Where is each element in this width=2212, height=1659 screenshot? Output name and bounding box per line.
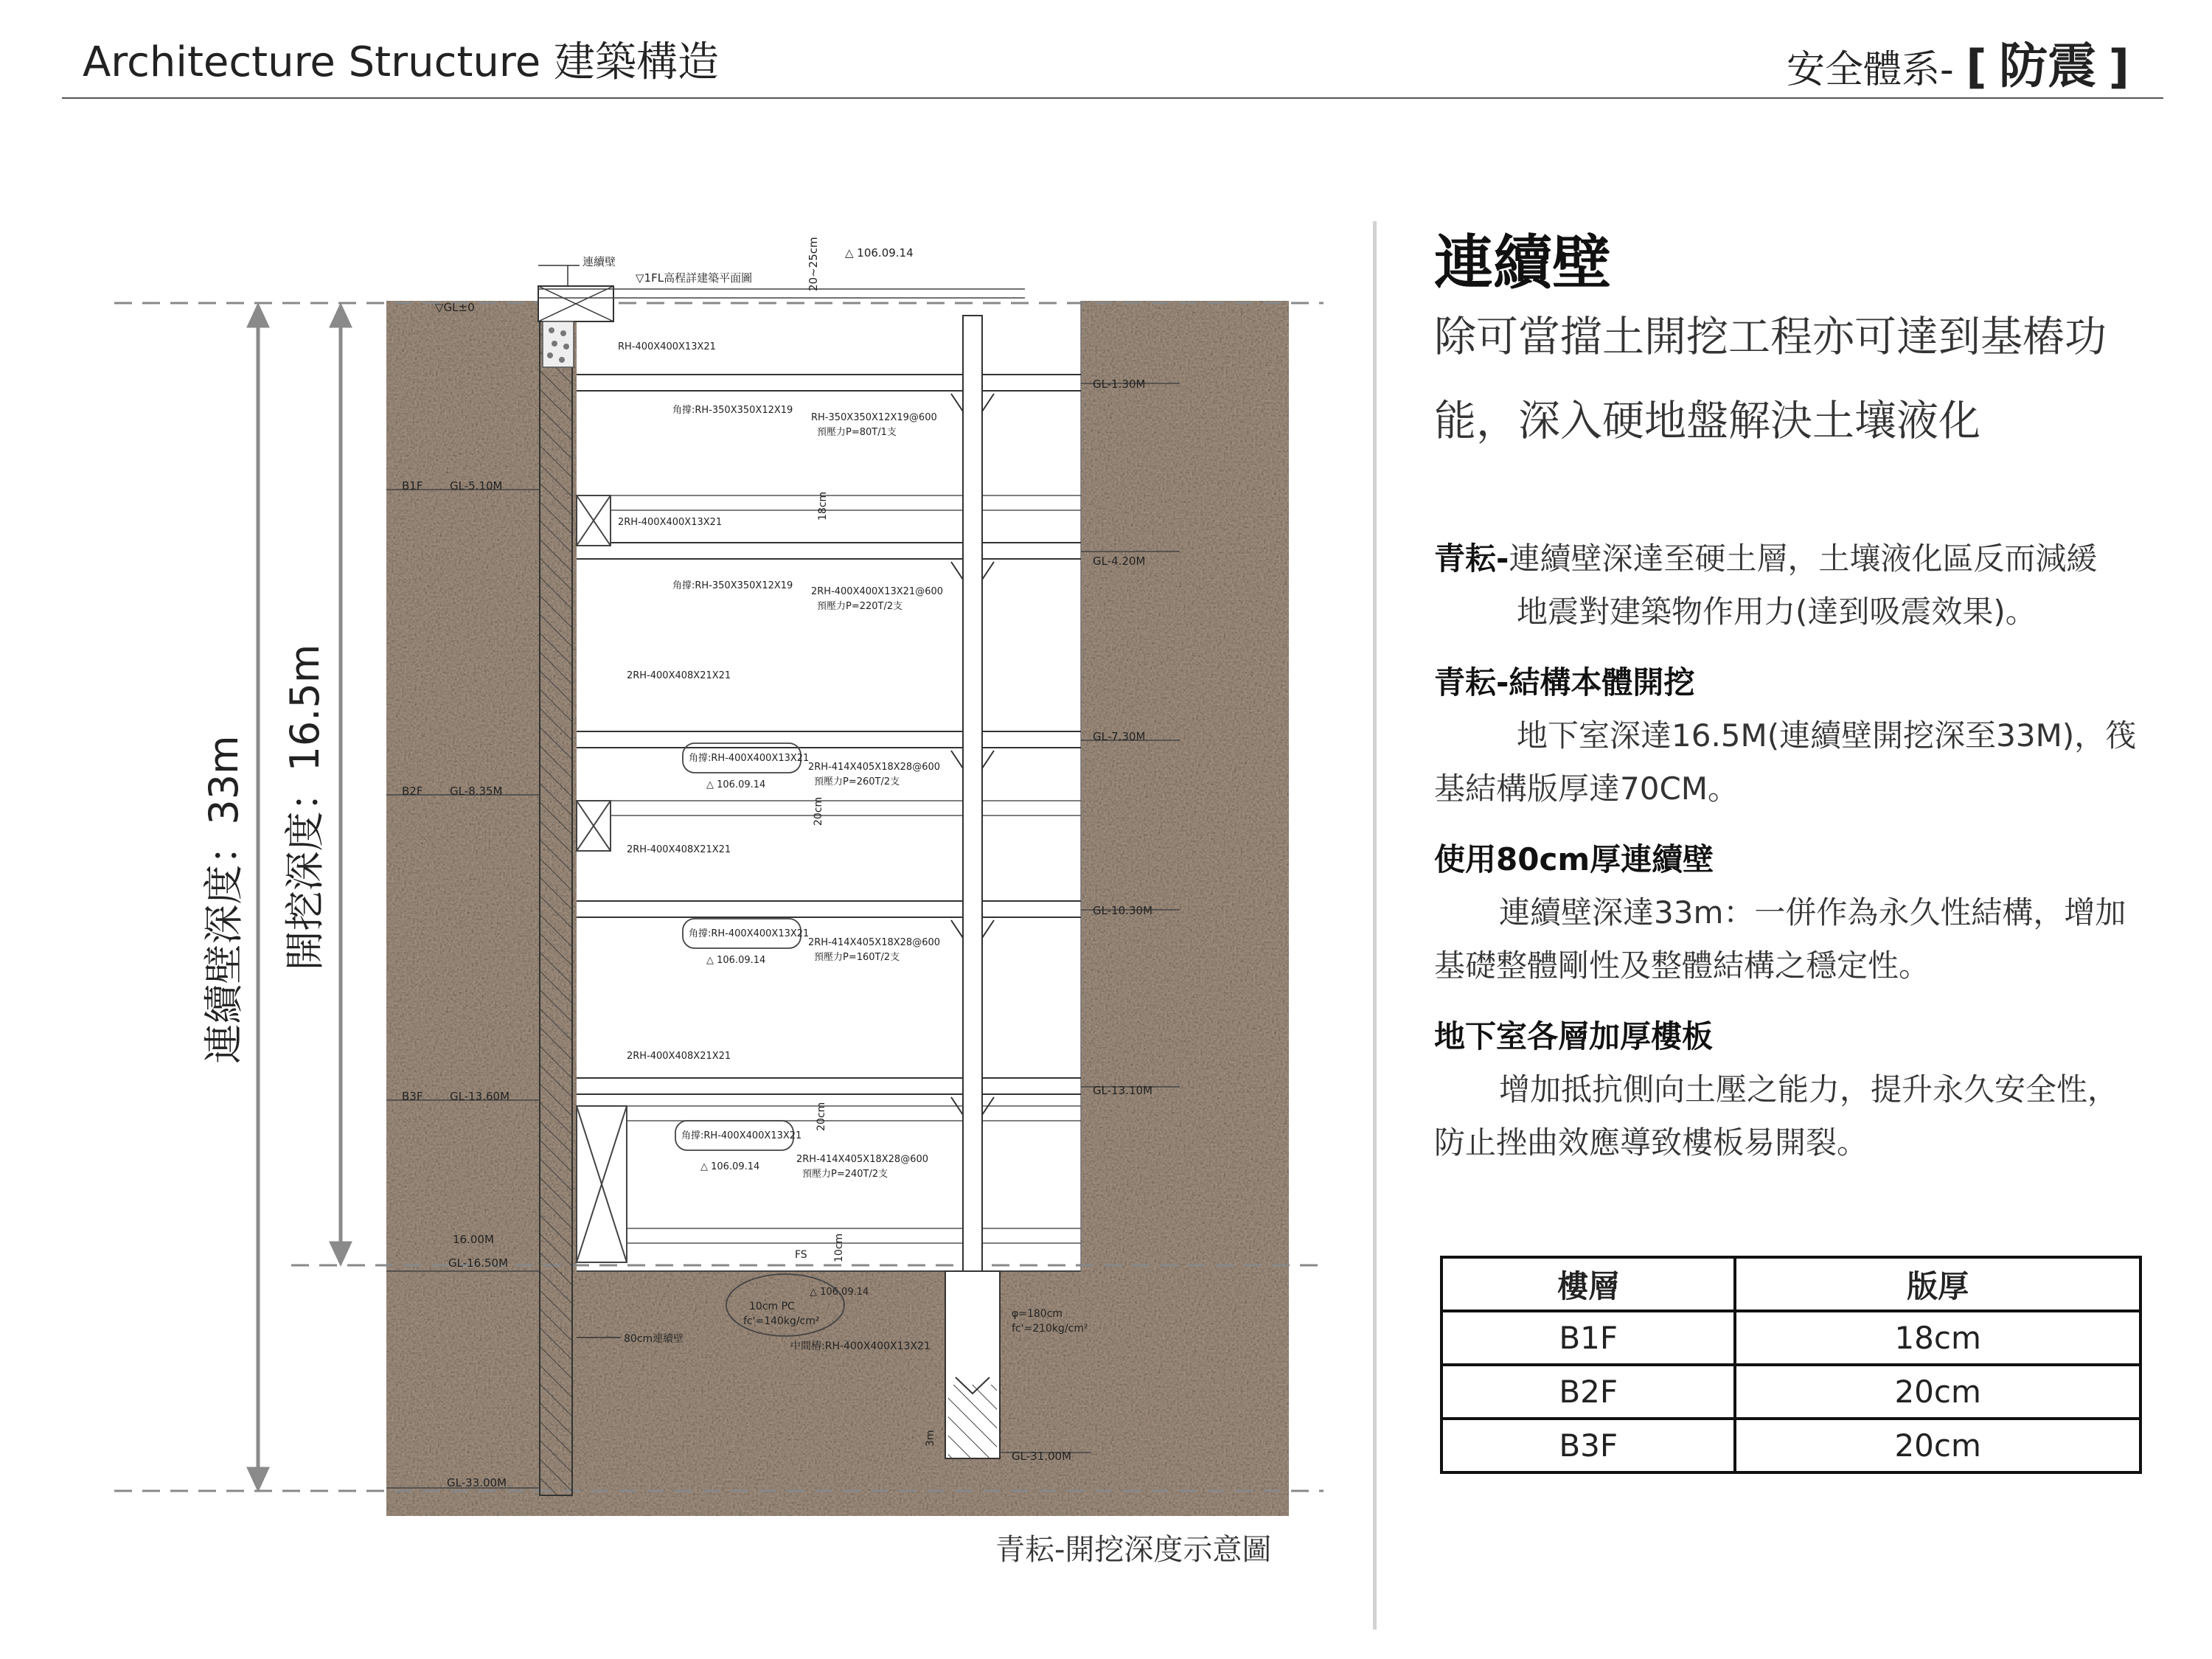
strut-load-5: 預壓力P=240T/2支 [802, 1169, 888, 1180]
pile-concrete: fc'=210kg/cm² [1012, 1323, 1088, 1335]
slab-thk-b1: 18cm [817, 491, 829, 521]
cloud-spec-1: 角撐:RH-400X400X13X21 [689, 753, 810, 764]
point-1-line-2: 地震對建築物作用力(達到吸震效果)。 [1517, 594, 2037, 630]
gl-right-2: GL-4.20M [1093, 554, 1146, 568]
gl-right-5: GL-13.10M [1093, 1084, 1153, 1097]
slab-thk-b2: 20cm [813, 796, 824, 826]
point-2-line-1: 地下室深達16.5M(連續壁開挖深至33M)，筏 [1517, 717, 2137, 754]
wall-depth-label: 連續壁深度：33m [201, 735, 247, 1064]
floor-b3f: B3F [402, 1090, 423, 1103]
strut-spec-2: 2RH-400X400X13X21@600 [811, 586, 944, 597]
section-label [1787, 27, 2129, 97]
excavation-depth-label: 開挖深度：16.5m [282, 644, 328, 971]
strut-spec-4: 2RH-414X405X18X28@600 [808, 937, 941, 948]
pile-cloud-note-2: fc'=140kg/cm² [743, 1315, 820, 1327]
rev-date-1: △ 106.09.14 [706, 779, 766, 790]
gl-b2-label: GL-8.35M [450, 785, 503, 798]
waler-boxes [577, 495, 627, 1262]
column-divider [1373, 221, 1377, 1630]
bracket-open: [ [1966, 40, 1987, 94]
gl-excavation-bottom-label: GL-16.50M [448, 1256, 509, 1270]
cloud-spec-2: 角撐:RH-400X400X13X21 [689, 928, 810, 939]
gl-right-4: GL-10.30M [1093, 904, 1153, 917]
gravel-fill [543, 321, 574, 367]
table-row [1441, 1365, 2140, 1419]
point-2-line-2: 基結構版厚達70CM。 [1434, 771, 1739, 807]
wall-mark: 連續壁 [582, 255, 616, 268]
point-2-head: 青耘-結構本體開挖 [1434, 664, 1695, 700]
point-3-line-2: 基礎整體剛性及整體結構之穩定性。 [1434, 947, 1930, 984]
point-1-line-1: 連續壁深達至硬土層，土壤液化區反而減緩 [1509, 540, 2098, 577]
corner-spec-2: 角撐:RH-350X350X12X19 [672, 580, 793, 591]
slab-thk-b3: 20cm [815, 1102, 827, 1131]
table-header-thickness: 版厚 [1735, 1257, 2140, 1311]
lead-paragraph: 除可當擋土開挖工程亦可達到基樁功能，深入硬地盤解決土壤液化 [1434, 313, 2107, 445]
strut-spec-3: 2RH-414X405X18X28@600 [808, 762, 941, 773]
king-post [963, 316, 982, 1388]
point-wall-thickness [1434, 833, 2157, 992]
point-4-line-2: 防止挫曲效應導致樓板易開裂。 [1434, 1124, 1868, 1161]
section-prefix: 安全體系- [1786, 48, 1954, 92]
corner-spec-1: 角撐:RH-350X350X12X19 [672, 405, 793, 416]
strut-load-1: 預壓力P=80T/1支 [817, 427, 897, 438]
gl-zero-label: ▽GL±0 [435, 301, 475, 314]
bracket-close: ] [2108, 40, 2129, 94]
table-cell: B3F [1441, 1419, 1735, 1472]
strut-spec-5: 2RH-414X405X18X28@600 [796, 1154, 929, 1165]
gl-b1-label: GL-5.10M [450, 479, 503, 493]
rev-date-3: △ 106.09.14 [700, 1161, 760, 1172]
strut-load-4: 預壓力P=160T/2支 [814, 952, 900, 963]
gl-right-3: GL-7.30M [1093, 730, 1146, 743]
pile-length: 3m [925, 1430, 936, 1447]
pile-spec-note: 中間樁:RH-400X400X13X21 [790, 1340, 931, 1352]
cloud-spec-3: 角撐:RH-400X400X13X21 [681, 1130, 802, 1141]
table-row [1441, 1311, 2140, 1365]
strut-load-2: 預壓力P=220T/2支 [817, 601, 903, 612]
section-title: 連續壁 [1434, 229, 1611, 297]
soil-bottom [577, 1271, 1081, 1516]
beam-spec-1: RH-400X400X13X21 [618, 341, 716, 352]
point-4-head: 地下室各層加厚樓板 [1434, 1018, 1714, 1054]
floor-b2f: B2F [402, 785, 423, 798]
fl-mark: ▽1FL高程詳建築平面圖 [636, 271, 753, 285]
beam-spec-4: 2RH-400X408X21X21 [627, 844, 731, 855]
table-cell: 20cm [1735, 1419, 2140, 1472]
table-cell: 20cm [1735, 1365, 2140, 1419]
table-row [1441, 1419, 2140, 1472]
gl-wall-bottom-label: GL-33.00M [447, 1476, 507, 1489]
table-header-floor: 樓層 [1441, 1257, 1735, 1311]
top-note: 20~25cm [807, 237, 820, 291]
pile-cloud-note-1: 10cm PC [749, 1301, 795, 1312]
point-liquefaction [1434, 532, 2157, 639]
point-thick-slabs [1434, 1010, 2157, 1169]
table-cell: 18cm [1735, 1311, 2140, 1365]
slab-thk-fs: 10cm [833, 1233, 845, 1262]
table-cell: B2F [1441, 1365, 1735, 1419]
diaphragm-wall [540, 305, 572, 1495]
floor-b1f: B1F [402, 479, 423, 493]
rev-date-2: △ 106.09.14 [706, 955, 766, 966]
dimension-wall-depth [249, 307, 267, 1488]
point-3-head: 使用80cm厚連續壁 [1434, 841, 1714, 877]
fs-label: FS [795, 1249, 807, 1261]
point-1-head: 青耘- [1434, 540, 1509, 577]
pile-diameter: φ=180cm [1012, 1308, 1063, 1320]
soil-texture [386, 301, 1289, 1516]
gl-right-6: GL-31.00M [1012, 1450, 1072, 1463]
gl-right-1: GL-1.30M [1093, 378, 1146, 391]
table-cell: B1F [1441, 1311, 1735, 1365]
document-title: Architecture Structure 建築構造 [83, 38, 719, 86]
slab-thickness-table [1440, 1256, 2142, 1474]
pile-bottom-hatch [948, 1385, 997, 1458]
strut-spec-1: RH-350X350X12X19@600 [811, 412, 937, 423]
table-header-row [1441, 1257, 2140, 1311]
section-emphasis: 防震 [1999, 38, 2097, 94]
beam-spec-2: 2RH-400X400X13X21 [618, 517, 723, 528]
rev-date-4: △ 106.09.14 [810, 1287, 869, 1298]
gl-16m-label: 16.00M [453, 1233, 494, 1246]
diagram-caption: 青耘-開挖深度示意圖 [995, 1533, 1272, 1567]
point-3-line-1: 連續壁深達33m：一併作為永久性結構，增加 [1499, 894, 2126, 931]
wall-thickness-note: 80cm連續壁 [624, 1333, 684, 1345]
beam-spec-3: 2RH-400X408X21X21 [627, 670, 731, 681]
strut-levels [577, 375, 1081, 1094]
point-4-line-1: 增加抵抗側向土壓之能力，提升永久安全性， [1499, 1071, 2119, 1107]
gl-b3-label: GL-13.60M [450, 1090, 510, 1103]
point-excavation [1434, 656, 2157, 815]
beam-spec-5: 2RH-400X408X21X21 [627, 1051, 731, 1062]
strut-load-3: 預壓力P=260T/2支 [814, 776, 900, 787]
dimension-excavation-depth [332, 307, 349, 1262]
rev-date-top: △ 106.09.14 [845, 246, 914, 260]
